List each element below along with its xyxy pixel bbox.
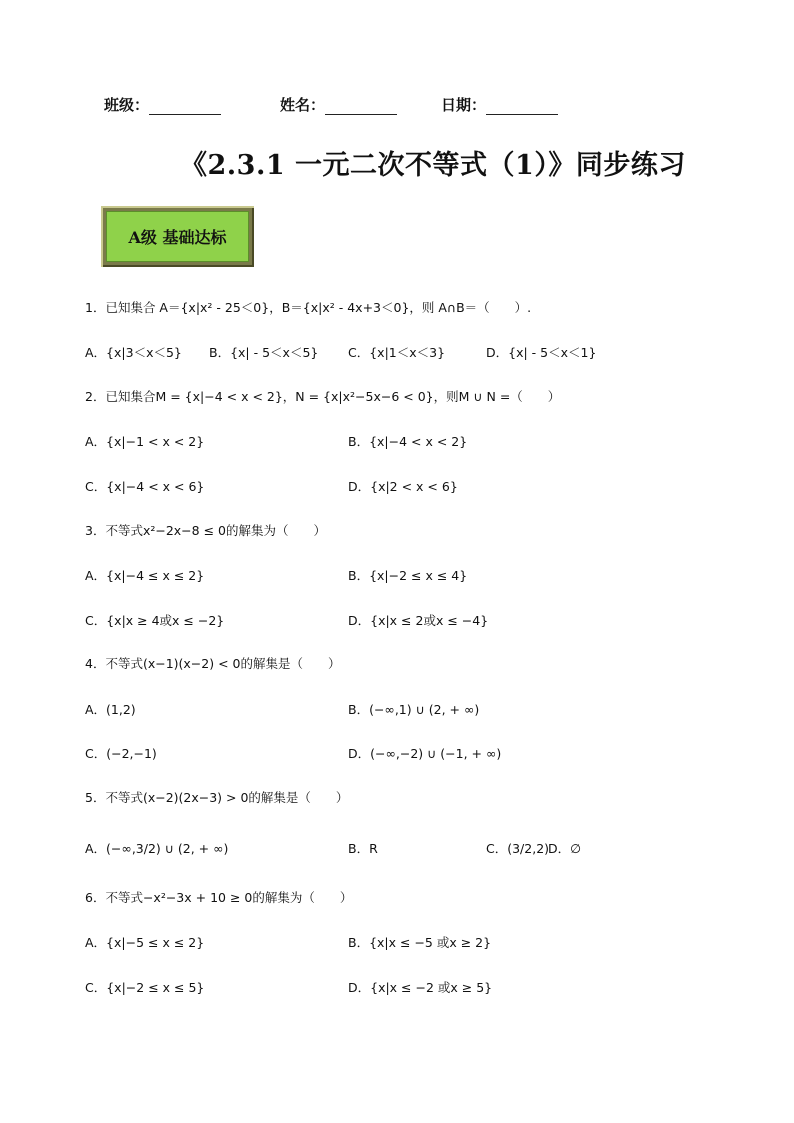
question-4-option-d[interactable]: D．(−∞,−2) ∪ (−1, + ∞) <box>348 746 502 761</box>
question-5-stem: 5．不等式(x−2)(2x−3) > 0的解集是（ ） <box>85 790 349 805</box>
question-2-stem: 2．已知集合M = {x|−4 < x < 2}，N = {x|x²−5x−6 < 0}，则M ∪ N =（ ） <box>85 389 561 404</box>
question-6-option-d[interactable]: D．{x|x ≤ −2 或x ≥ 5} <box>348 980 493 995</box>
question-4-stem: 4．不等式(x−1)(x−2) < 0的解集是（ ） <box>85 656 341 671</box>
level-badge <box>101 206 254 267</box>
name-blank[interactable] <box>325 98 397 115</box>
question-5-option-d[interactable]: D．∅ <box>548 841 582 856</box>
question-4-option-c[interactable]: C．(−2,−1) <box>85 746 157 761</box>
date-field <box>441 94 558 115</box>
class-label: 班级： <box>104 96 150 114</box>
question-6-option-a[interactable]: A．{x|−5 ≤ x ≤ 2} <box>85 935 205 950</box>
question-3-option-d[interactable]: D．{x|x ≤ 2或x ≤ −4} <box>348 613 489 628</box>
question-5-option-a[interactable]: A．(−∞,3/2) ∪ (2, + ∞) <box>85 841 229 856</box>
question-3-stem: 3．不等式x²−2x−8 ≤ 0的解集为（ ） <box>85 523 326 538</box>
question-1-option-a[interactable]: A．{x|3＜x＜5} <box>85 345 182 360</box>
question-5-option-c[interactable]: C．(3/2,2) <box>486 841 550 856</box>
level-label: A级 基础达标 <box>106 211 249 262</box>
question-2-option-c[interactable]: C．{x|−4 < x < 6} <box>85 479 205 494</box>
question-3-option-b[interactable]: B．{x|−2 ≤ x ≤ 4} <box>348 568 468 583</box>
class-field <box>104 94 221 115</box>
question-3-option-a[interactable]: A．{x|−4 ≤ x ≤ 2} <box>85 568 205 583</box>
date-blank[interactable] <box>486 98 558 115</box>
question-1-option-d[interactable]: D．{x| - 5＜x＜1} <box>486 345 597 360</box>
question-3-option-c[interactable]: C．{x|x ≥ 4或x ≤ −2} <box>85 613 225 628</box>
question-6-stem: 6．不等式−x²−3x + 10 ≥ 0的解集为（ ） <box>85 890 353 905</box>
question-2-option-d[interactable]: D．{x|2 < x < 6} <box>348 479 458 494</box>
name-label: 姓名： <box>280 96 326 114</box>
question-6-option-c[interactable]: C．{x|−2 ≤ x ≤ 5} <box>85 980 205 995</box>
question-1-option-b[interactable]: B．{x| - 5＜x＜5} <box>209 345 319 360</box>
name-field <box>280 94 397 115</box>
question-4-option-a[interactable]: A．(1,2) <box>85 702 136 717</box>
date-label: 日期： <box>441 96 487 114</box>
question-5-option-b[interactable]: B．R <box>348 841 378 856</box>
question-1-stem: 1．已知集合 A＝{x|x² - 25＜0}，B＝{x|x² - 4x+3＜0}，则 A∩B＝（ ）. <box>85 300 532 315</box>
question-2-option-a[interactable]: A．{x|−1 < x < 2} <box>85 434 205 449</box>
document-title: 《2.3.1 一元二次不等式（1）》同步练习 <box>180 150 686 181</box>
question-4-option-b[interactable]: B．(−∞,1) ∪ (2, + ∞) <box>348 702 480 717</box>
question-6-option-b[interactable]: B．{x|x ≤ −5 或x ≥ 2} <box>348 935 492 950</box>
question-2-option-b[interactable]: B．{x|−4 < x < 2} <box>348 434 468 449</box>
class-blank[interactable] <box>149 98 221 115</box>
question-1-option-c[interactable]: C．{x|1＜x＜3} <box>348 345 446 360</box>
